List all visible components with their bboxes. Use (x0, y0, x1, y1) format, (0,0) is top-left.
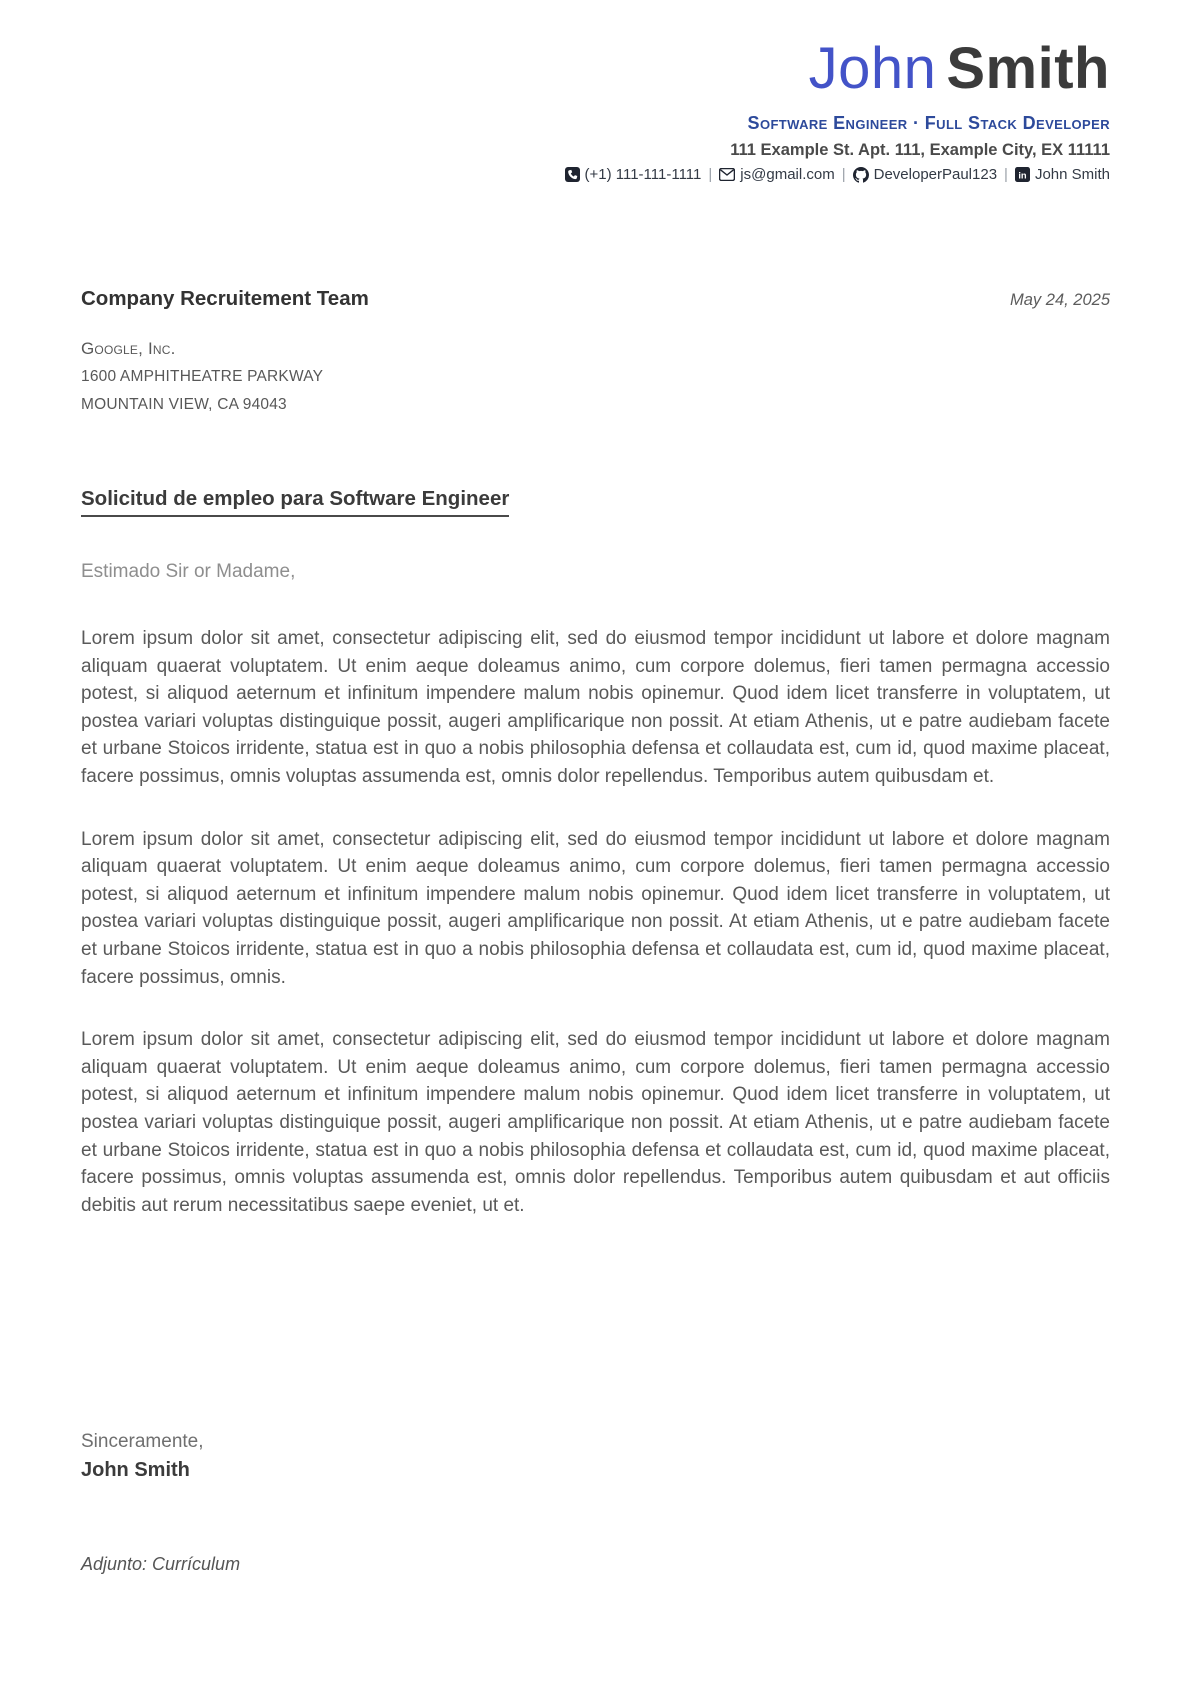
contact-separator: | (841, 166, 846, 183)
github-contact[interactable] (853, 166, 997, 183)
linkedin-name: John Smith (1034, 166, 1110, 183)
company-address-line-2: MOUNTAIN VIEW, CA 94043 (81, 396, 287, 413)
phone-contact[interactable] (565, 166, 702, 183)
svg-text:in: in (1018, 170, 1027, 181)
letter-header (81, 38, 1110, 183)
body-paragraph-1: Lorem ipsum dolor sit amet, consectetur adipiscing elit, sed do eiusmod tempor incididunt ut labore et dolore magnam aliquam quaerat voluptatem. Ut enim aeque doleamus animo, cum corpore dolemus, fieri tamen permagna accessio potest, si aliquod aeternum et infinitum impendere malum nobis opinemur. Quod idem licet transferre in voluptatem, ut postea variari voluptas distinguique possit, augeri amplificarique non possit. At etiam Athenis, ut e patre audiebam facete et urbane Stoicos irridente, statua est in quo a nobis philosophia defensa et collaudata est, cum id, quod maxime placeat, facere possimus, omnis voluptas assumenda est, omnis dolor repellendus. Temporibus autem quibusdam et. (81, 628, 1110, 787)
email-address: js@gmail.com (740, 166, 835, 183)
enclosure-note: Adjunto: Currículum (81, 1554, 241, 1575)
github-handle: DeveloperPaul123 (873, 166, 998, 183)
letter-date: May 24, 2025 (1010, 291, 1110, 309)
signature-name: John Smith (81, 1459, 190, 1482)
linkedin-icon (1015, 167, 1030, 182)
company-name: Google, Inc. (81, 339, 176, 358)
phone-icon (565, 167, 580, 182)
body-paragraph-2: Lorem ipsum dolor sit amet, consectetur adipiscing elit, sed do eiusmod tempor incididunt ut labore et dolore magnam aliquam quaerat voluptatem. Ut enim aeque doleamus animo, cum corpore dolemus, fieri tamen permagna accessio potest, si aliquod aeternum et infinitum impendere malum nobis opinemur. Quod idem licet transferre in voluptatem, ut postea variari voluptas distinguique possit, augeri amplificarique non possit. At etiam Athenis, ut e patre audiebam facete et urbane Stoicos irridente, statua est in quo a nobis philosophia defensa et collaudata est, cum id, quod maxime placeat, facere possimus, omnis. (81, 828, 1110, 988)
closing-block (81, 1431, 1110, 1482)
recipient-title: Company Recruitement Team (81, 287, 369, 310)
postal-address: 111 Example St. Apt. 111, Example City, EX 11111 (730, 141, 1110, 159)
recipient-row (81, 287, 1110, 311)
github-icon (853, 167, 869, 183)
letter-subject: Solicitud de empleo para Software Engineer (81, 487, 509, 517)
linkedin-contact[interactable] (1015, 166, 1110, 183)
envelope-icon (719, 168, 735, 181)
contact-separator: | (708, 166, 713, 183)
job-tagline: Software Engineer · Full Stack Developer (747, 113, 1110, 133)
company-address-block (81, 335, 1110, 419)
last-name: Smith (946, 36, 1110, 101)
letter-body (81, 625, 1110, 1219)
contact-line (81, 166, 1110, 183)
valediction: Sinceramente, (81, 1431, 204, 1453)
email-contact[interactable] (719, 166, 834, 183)
body-paragraph-3: Lorem ipsum dolor sit amet, consectetur adipiscing elit, sed do eiusmod tempor incididunt ut labore et dolore magnam aliquam quaerat voluptatem. Ut enim aeque doleamus animo, cum corpore dolemus, fieri tamen permagna accessio potest, si aliquod aeternum et infinitum impendere malum nobis opinemur. Quod idem licet transferre in voluptatem, ut postea variari voluptas distinguique possit, augeri amplificarique non possit. At etiam Athenis, ut e patre audiebam facete et urbane Stoicos irridente, statua est in quo a nobis philosophia defensa et collaudata est, cum id, quod maxime placeat, facere possimus, omnis voluptas assumenda est, omnis dolor repellendus. Temporibus autem quibusdam et aut officiis debitis aut rerum necessitatibus saepe eveniet, ut et. (81, 1029, 1110, 1216)
company-address-line-1: 1600 AMPHITHEATRE PARKWAY (81, 368, 324, 385)
phone-number: (+1) 111-111-1111 (584, 166, 702, 183)
greeting: Estimado Sir or Madame, (81, 561, 296, 582)
contact-separator: | (1004, 166, 1008, 183)
person-name (81, 38, 1110, 100)
first-name: John (808, 36, 937, 101)
